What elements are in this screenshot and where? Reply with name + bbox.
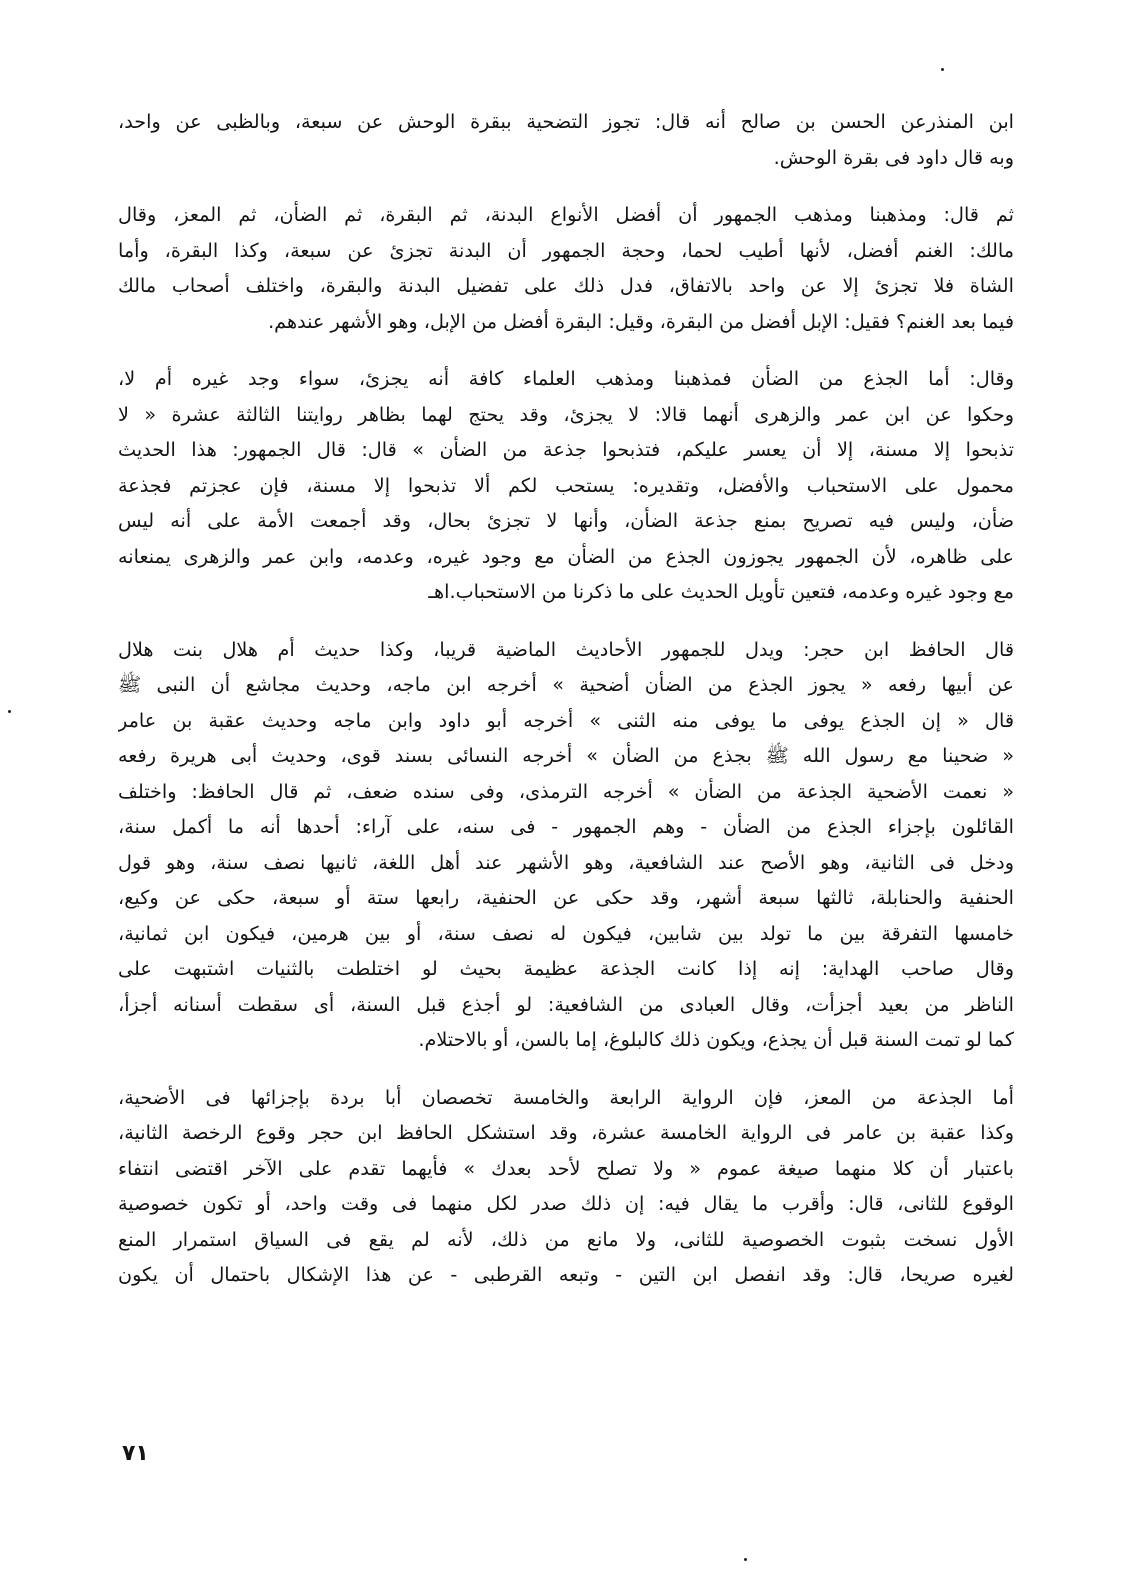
text-line: قال « إن الجذع يوفى ما يوفى منه الثنى » أخرجه أبو داود وابن ماجه وحديث عقبة بن عامر — [118, 708, 1014, 732]
scan-speck — [744, 1558, 747, 1561]
paragraph — [118, 104, 1014, 175]
text-line: على ظاهره، لأن الجمهور يجوزون الجذع من الضأن مع وجود غيره، وعدمه، وابن عمر والزهرى يمنعانه — [118, 544, 1014, 568]
text-line: عن أبيها رفعه « يجوز الجذع من الضأن أضحية » أخرجه ابن ماجه، وحديث مجاشع أن النبى ﷺ — [118, 673, 1014, 696]
text-line: لغيره صريحا، قال: وقد انفصل ابن التين - وتبعه القرطبى - عن هذا الإشكال باحتمال أن يكون — [118, 1263, 1014, 1286]
text-line: وقال صاحب الهداية: إنه إذا كانت الجذعة عظيمة بحيث لو اختلطت بالثنيات اشتبهت على — [118, 957, 1014, 980]
text-line: الأول نسخت بثبوت الخصوصية للثانى، ولا مانع من ذلك، لأنه لم يقع فى السياق استمرار المنع — [118, 1227, 1014, 1251]
text-line: ودخل فى الثانية، وهو الأصح عند الشافعية، وهو الأشهر عند أهل اللغة، ثانيها نصف سنة، وهو قول — [118, 850, 1014, 874]
text-line: ثم قال: ومذهبنا ومذهب الجمهور أن أفضل الأنواع البدنة، ثم البقرة، ثم الضأن، ثم المعز، وقال — [118, 203, 1014, 226]
paragraph — [118, 197, 1014, 339]
text-line: تذبحوا إلا مسنة، إلا أن يعسر عليكم، فتذبحوا جذعة من الضأن » قال: قال الجمهور: هذا الحديث — [118, 438, 1014, 461]
text-line: قال الحافظ ابن حجر: ويدل للجمهور الأحاديث الماضية قريبا، وكذا حديث أم هلال بنت هلال — [118, 637, 1014, 661]
text-line: أما الجذعة من المعز، فإن الرواية الرابعة والخامسة تخصصان أبا بردة بإجزائها فى الأضحية، — [118, 1085, 1014, 1109]
text-line: وكذا عقبة بن عامر فى الرواية الخامسة عشرة، وقد استشكل الحافظ ابن حجر وقوع الرخصة الثانية، — [118, 1121, 1014, 1144]
text-line: الناظر من بعيد أجزأت، وقال العبادى من الشافعية: لو أجذع قبل السنة، أى سقطت أسنانه أجزأ، — [118, 992, 1014, 1016]
text-line: وقال: أما الجذع من الضأن فمذهبنا ومذهب العلماء كافة أنه يجزئ، سواء وجد غيره أم لا، — [118, 367, 1014, 390]
text-line: « ضحينا مع رسول الله ﷺ بجذع من الضأن » أخرجه النسائى بسند قوى، وحديث أبى هريرة رفعه — [118, 744, 1014, 767]
page-number: ٧١ — [122, 1441, 149, 1466]
text-line: خامسها التفرقة بين ما تولد بين شابين، فيكون له نصف سنة، أو بين هرمين، فيكون ابن ثمانية، — [118, 921, 1014, 945]
paragraph — [118, 361, 1014, 610]
text-line: باعتبار أن كلا منهما صيغة عموم « ولا تصلح لأحد بعدك » فأيهما تقدم على الآخر اقتضى انتفاء — [118, 1156, 1014, 1180]
scan-speck — [8, 710, 11, 713]
paragraph — [118, 1080, 1014, 1293]
text-line: الوقوع للثانى، قال: وأقرب ما يقال فيه: إن ذلك صدر لكل منهما فى وقت واحد، أو تكون خصوصية — [118, 1192, 1014, 1215]
text-line: مالك: الغنم أفضل، لأنها أطيب لحما، وحجة الجمهور أن البدنة تجزئ عن سبعة، وكذا البقرة، وأما — [118, 238, 1014, 262]
text-line: وحكوا عن ابن عمر والزهرى أنهما قالا: لا يجزئ، وقد يحتج لهما بظاهر روايتنا الثالثة عشرة « لا — [118, 402, 1014, 426]
text-line: وبه قال داود فى بقرة الوحش. — [773, 145, 1014, 169]
text-line: فيما بعد الغنم؟ فقيل: الإبل أفضل من البقرة، وقيل: البقرة أفضل من الإبل، وهو الأشهر عندهم. — [268, 309, 1014, 333]
text-line: مع وجود غيره وعدمه، فتعين تأويل الحديث على ما ذكرنا من الاستحباب.اهـ — [428, 580, 1014, 603]
page-body — [118, 104, 1014, 1315]
text-line: محمول على الاستحباب والأفضل، وتقديره: يستحب لكم ألا تذبحوا إلا مسنة، فإن عجزتم فجذعة — [118, 473, 1014, 497]
text-line: « نعمت الأضحية الجذعة من الضأن » أخرجه الترمذى، وفى سنده ضعف، ثم قال الحافظ: واختلف — [118, 779, 1014, 803]
text-line: الحنفية والحنابلة، ثالثها سبعة أشهر، وقد حكى عن الحنفية، رابعها ستة أو سبعة، حكى عن وكيع، — [118, 886, 1014, 909]
text-line: القائلون بإجزاء الجذع من الضأن - وهم الجمهور - فى سنه، على آراء: أحدها أنه ما أكمل سنة، — [118, 815, 1014, 838]
text-line: الشاة فلا تجزئ إلا عن واحد بالاتفاق، فدل ذلك على تفضيل البدنة والبقرة، واختلف أصحاب مالك — [118, 274, 1014, 297]
scan-speck — [941, 68, 944, 71]
paragraph — [118, 632, 1014, 1058]
text-line: كما لو تمت السنة قبل أن يجذع، ويكون ذلك كالبلوغ، إما بالسن، أو بالاحتلام. — [418, 1028, 1014, 1051]
text-line: ابن المنذرعن الحسن بن صالح أنه قال: تجوز التضحية ببقرة الوحش عن سبعة، وبالظبى عن واحد، — [118, 110, 1014, 133]
text-line: ضأن، وليس فيه تصريح بمنع جذعة الضأن، وأنها لا تجزئ بحال، وقد أجمعت الأمة على أنه ليس — [118, 509, 1014, 532]
